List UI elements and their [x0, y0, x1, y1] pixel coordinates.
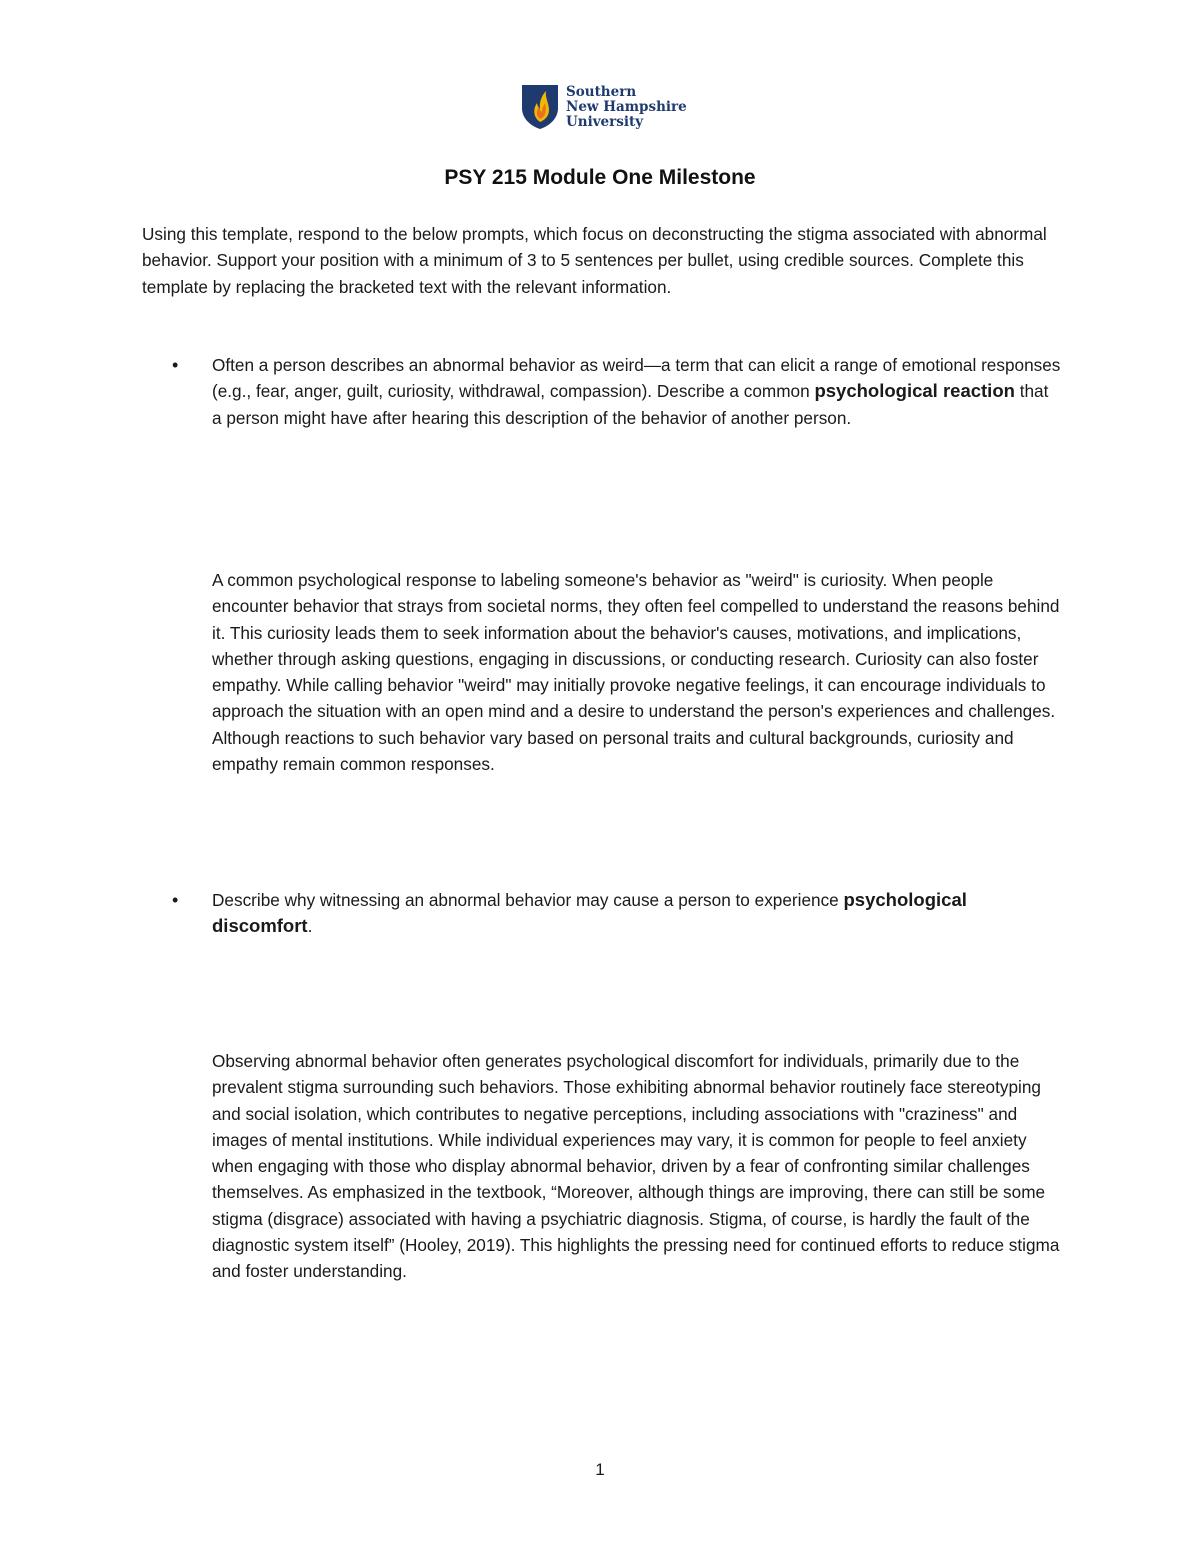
logo-wordmark — [566, 85, 687, 130]
bullet-marker: • — [172, 890, 179, 910]
answer-two: Observing abnormal behavior often generates psychological discomfort for individuals, primarily due to the prevalent stigma surrounding such behaviors. Those exhibiting abnormal behavior routinely face stereotyping and social isolation, which contributes to negative perceptions, including associations with "craziness" and images of mental institutions. While individual experiences may vary, it is common for people to feel anxiety when engaging with those who display abnormal behavior, driven by a fear of confronting similar challenges themselves. As emphasized in the textbook, “Moreover, although things are improving, there can still be some stigma (disgrace) associated with having a psychiatric diagnosis. Stigma, of course, is hardly the fault of the diagnostic system itself” (Hooley, 2019). This highlights the pressing need for continued efforts to reduce stigma and foster understanding. — [212, 1051, 1060, 1282]
prompt-one-text-end: that a person might have after hearing this description of the behavior of another person. — [212, 381, 1049, 428]
logo-line: University — [566, 114, 644, 130]
document-title: PSY 215 Module One Milestone — [444, 166, 756, 189]
logo-line: New Hampshire — [566, 99, 687, 115]
prompt-two — [212, 887, 1064, 940]
bullet-marker: • — [172, 355, 179, 375]
prompt-two-text: Describe why witnessing an abnormal behavior may cause a person to experience — [212, 890, 844, 910]
prompt-two-emphasis: psychological discomfort — [212, 889, 967, 937]
intro-paragraph: Using this template, respond to the below prompts, which focus on deconstructing the stigma associated with abnormal behavior. Support your position with a minimum of 3 to 5 sentences per bullet, using credible sources. Complete this template by replacing the bracketed text with the relevant information. — [142, 224, 1047, 297]
page-number: 1 — [595, 1460, 605, 1479]
prompt-two-text-end: . — [307, 916, 313, 937]
university-logo — [521, 84, 691, 134]
prompt-one — [212, 352, 1062, 431]
prompt-one-text: Often a person describes an abnormal behavior as weird—a term that can elicit a range of emotional responses (e.g., fear, anger, guilt, curiosity, withdrawal, compassion). Describe a common — [212, 355, 1061, 402]
shield-flame-icon — [521, 84, 559, 130]
answer-one: A common psychological response to labeling someone's behavior as "weird" is curiosity. When people encounter behavior that strays from societal norms, they often feel compelled to understand the reasons behind it. This curiosity leads them to seek information about the behavior's causes, motivations, and implications, whether through asking questions, engaging in discussions, or conducting research. Curiosity can also foster empathy. While calling behavior "weird" may initially provoke negative feelings, it can encourage individuals to approach the situation with an open mind and a desire to understand the person's experiences and challenges. Although reactions to such behavior vary based on personal traits and cultural backgrounds, curiosity and empathy remain common responses. — [212, 570, 1060, 775]
prompt-one-emphasis: psychological reaction — [814, 380, 1015, 402]
logo-line: Southern — [566, 84, 637, 100]
